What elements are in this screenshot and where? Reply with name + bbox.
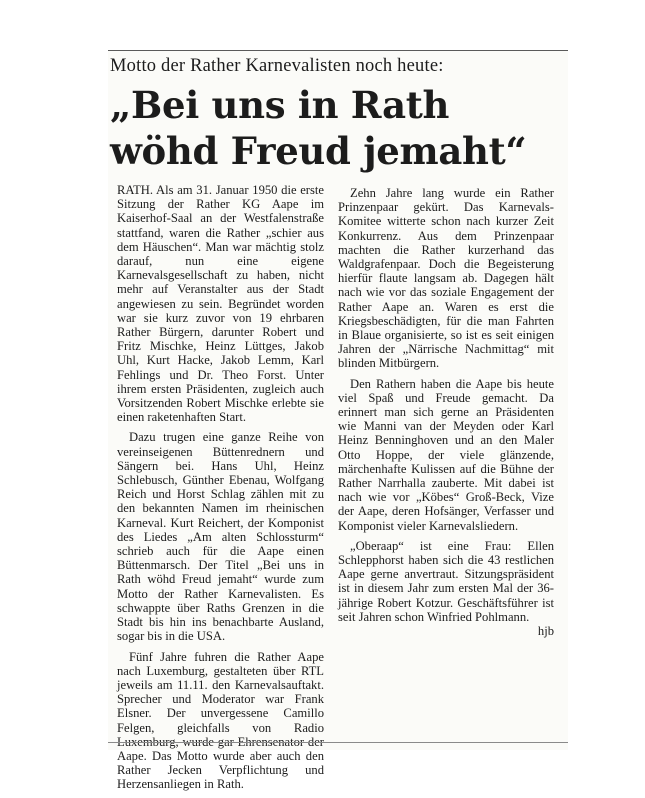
paragraph bbox=[338, 538, 554, 639]
headline-line-2: wöhd Freud jemaht“ bbox=[110, 129, 527, 173]
bottom-rule bbox=[108, 742, 568, 743]
article-kicker: Motto der Rather Karnevalisten noch heute: bbox=[110, 56, 444, 76]
article-column-2 bbox=[338, 186, 554, 638]
paragraph: RATH. Als am 31. Januar 1950 die erste Sitzung der Rather KG Aape im Kaiserhof-Saal an der Westfalenstraße stattfand, waren die Rather „schier aus dem Häuschen“. Man war mächtig stolz darauf, nun eine eigene Karnevalsgesellschaft zu haben, nicht mehr auf Veranstalter aus der Stadt angewiesen zu sein. Begründet worden war sie kurz zuvor von 19 ehrbaren Rather Bürgern, darunter Robert und Fritz Mischke, Heinz Lüttges, Jakob Uhl, Kurt Hacke, Jakob Lemm, Karl Fehlings und Dr. Theo Forst. Unter ihrem ersten Präsidenten, zugleich auch Vorsitzenden Robert Mischke erlebte sie einen raketenhaften Start. bbox=[117, 183, 324, 425]
paragraph-text: „Oberaap“ ist eine Frau: Ellen Schlepphorst haben sich die 43 restlichen Aape gerne anvertraut. Sitzungspräsident ist in diesem Jahr zum ersten Mal der 36-jährige Robert Kotzur. Geschäftsführer ist seit Jahren schon Winfried Pohlmann. bbox=[338, 538, 554, 624]
paragraph: Fünf Jahre fuhren die Rather Aape nach Luxemburg, gestalteten über RTL jeweils am 11.11. den Karnevalsauftakt. Sprecher und Moderator war Frank Elsner. Der unvergessene Camillo Felgen, gleichfalls von Radio Luxemburg, wurde gar Ehrensenator der Aape. Das Motto wurde aber auch den Rather Jecken Verpflichtung und Herzensanliegen in Rath. bbox=[117, 649, 324, 792]
article-column-1 bbox=[117, 183, 324, 798]
paragraph: Zehn Jahre lang wurde ein Rather Prinzenpaar gekürt. Das Karnevals-Komitee witterte schon nach kurzer Zeit Konkurrenz. Aus dem Prinzenpaar machten die Rather kurzerhand das Waldgrafenpaar. Doch die Begeisterung hierfür flaute langsam ab. Dagegen hält nach wie vor das soziale Engagement der Rather Aape an. Waren es erst die Kriegsbeschädigten, für die man Fahrten in Blaue organisierte, so ist es seit einigen Jahren der „Närrische Nachmittag“ mit blinden Mitbürgern. bbox=[338, 186, 554, 371]
article-headline bbox=[110, 82, 566, 174]
paragraph: Dazu trugen eine ganze Reihe von vereinseigenen Büttenrednern und Sängern bei. Hans Uhl, Heinz Schlebusch, Günther Ebenau, Wolfgang Reich und Horst Schlag zählen mit zu den bekannten Namen im rheinischen Karneval. Kurt Reichert, der Komponist des Liedes „Am alten Schlossturm“ schrieb auch für die Aape einen Büttenmarsch. Der Titel „Bei uns in Rath wöhd Freud jemaht“ wurde zum Motto der Rather Karnevalisten. Es schwappte über Raths Grenzen in die Stadt bis hin ins benachbarte Ausland, sogar bis in die USA. bbox=[117, 430, 324, 644]
author-signature: hjb bbox=[537, 624, 554, 639]
headline-line-1: „Bei uns in Rath bbox=[110, 83, 450, 127]
top-rule bbox=[108, 50, 568, 51]
paragraph: Den Rathern haben die Aape bis heute viel Spaß und Freude gemacht. Da erinnert man sich gerne an Präsidenten wie Manni van der Meyden oder Karl Heinz Benninghoven und an den Maler Otto Hoppe, der viele glänzende, märchenhafte Kulissen auf die Bühne der Rather Narrhalla zauberte. Mit dabei ist nach wie vor „Köbes“ Groß-Beck, Vize der Aape, deren Hofsänger, Verfasser und Komponist vieler Karnevalsliedern. bbox=[338, 376, 554, 533]
